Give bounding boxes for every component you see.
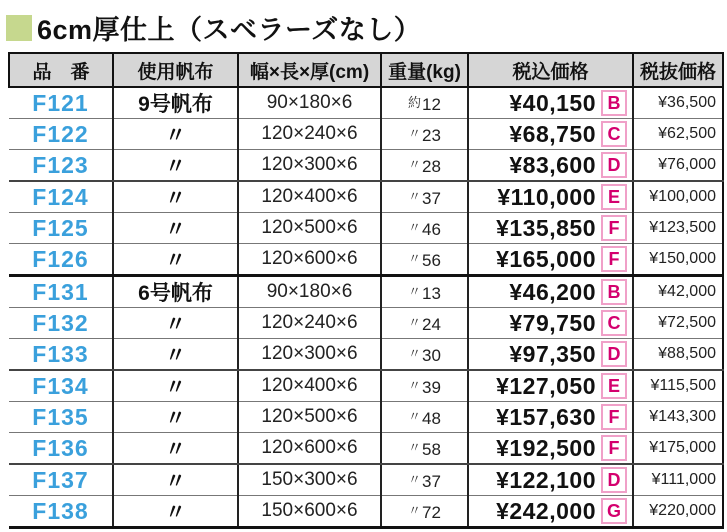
price-tax-excluded-cell: ¥115,500 [633, 370, 723, 402]
weight-cell [381, 119, 468, 150]
price-tax-included-cell [468, 276, 633, 308]
price-tax-included-cell [468, 339, 633, 371]
canvas-type-cell: 〃 [113, 119, 238, 150]
weight-value: 46 [422, 219, 441, 239]
canvas-type-cell: 〃 [113, 496, 238, 528]
price-tax-included-cell [468, 402, 633, 433]
price-tax-included-cell [468, 213, 633, 244]
product-code: F124 [32, 183, 89, 210]
product-code-cell [9, 87, 113, 119]
canvas-type-cell: 〃 [113, 213, 238, 244]
dimensions-cell: 120×400×6 [238, 370, 381, 402]
weight-value: 39 [422, 377, 441, 397]
weight-value: 56 [422, 250, 441, 270]
product-code: F137 [32, 466, 89, 493]
product-code-cell [9, 181, 113, 213]
canvas-type-cell: 9号帆布 [113, 87, 238, 119]
product-code: F123 [32, 151, 89, 178]
table-row [9, 244, 723, 276]
dimensions-cell: 90×180×6 [238, 87, 381, 119]
product-code-cell [9, 370, 113, 402]
table-row [9, 370, 723, 402]
price-table [8, 52, 724, 529]
price-tax-excluded-cell: ¥220,000 [633, 496, 723, 528]
price-tax-included-cell [468, 119, 633, 150]
product-code-cell [9, 433, 113, 465]
price-tax-excluded-cell: ¥150,000 [633, 244, 723, 276]
weight-ditto-mark: 〃 [408, 471, 422, 487]
table-row [9, 181, 723, 213]
table-row [9, 119, 723, 150]
price-tax-excluded-cell: ¥123,500 [633, 213, 723, 244]
price-tax-included-cell [468, 464, 633, 496]
weight-value: 12 [422, 94, 441, 114]
weight-value: 72 [422, 502, 441, 522]
price-tax-included: ¥83,600 [509, 151, 596, 178]
weight-ditto-mark: 〃 [408, 250, 422, 266]
price-tax-included-cell [468, 181, 633, 213]
product-code: F132 [32, 309, 89, 336]
grade-badge: B [601, 90, 627, 116]
grade-badge: E [601, 373, 627, 399]
grade-badge: B [601, 279, 627, 305]
product-code-cell [9, 339, 113, 371]
product-code: F135 [32, 403, 89, 430]
product-code: F138 [32, 497, 89, 524]
weight-ditto-mark: 〃 [408, 188, 422, 204]
weight-ditto-mark: 〃 [408, 314, 422, 330]
weight-value: 13 [422, 283, 441, 303]
weight-value: 37 [422, 471, 441, 491]
product-code-cell [9, 464, 113, 496]
canvas-type-cell: 〃 [113, 339, 238, 371]
weight-cell [381, 308, 468, 339]
grade-badge: D [601, 341, 627, 367]
weight-value: 28 [422, 156, 441, 176]
grade-badge: D [601, 467, 627, 493]
product-code-cell [9, 119, 113, 150]
grade-badge: F [601, 404, 627, 430]
product-code-cell [9, 276, 113, 308]
header-price-tax-included: 税込価格 [468, 53, 633, 87]
canvas-type-cell: 〃 [113, 308, 238, 339]
header-product-code: 品 番 [9, 53, 113, 87]
dimensions-cell: 150×600×6 [238, 496, 381, 528]
price-tax-included: ¥46,200 [509, 278, 596, 305]
weight-cell [381, 244, 468, 276]
weight-cell [381, 213, 468, 244]
table-row [9, 150, 723, 182]
table-row [9, 339, 723, 371]
price-tax-included-cell [468, 496, 633, 528]
product-code-cell [9, 150, 113, 182]
canvas-type-cell: 〃 [113, 244, 238, 276]
dimensions-cell: 120×240×6 [238, 308, 381, 339]
weight-value: 48 [422, 408, 441, 428]
grade-badge: F [601, 246, 627, 272]
grade-badge: G [601, 498, 627, 524]
price-tax-included-cell [468, 370, 633, 402]
weight-cell [381, 464, 468, 496]
price-tax-excluded-cell: ¥72,500 [633, 308, 723, 339]
section-title-text: 6cm厚仕上（スベラーズなし） [37, 15, 422, 45]
price-tax-excluded-cell: ¥100,000 [633, 181, 723, 213]
table-row [9, 276, 723, 308]
grade-badge: C [601, 121, 627, 147]
section-title [6, 8, 421, 47]
product-code-cell [9, 213, 113, 244]
weight-cell [381, 87, 468, 119]
dimensions-cell: 120×300×6 [238, 339, 381, 371]
grade-badge: F [601, 435, 627, 461]
header-dimensions: 幅×長×厚(cm) [238, 53, 381, 87]
product-code: F121 [32, 89, 89, 116]
dimensions-cell: 120×300×6 [238, 150, 381, 182]
price-tax-excluded-cell: ¥62,500 [633, 119, 723, 150]
weight-ditto-mark: 〃 [408, 283, 422, 299]
dimensions-cell: 150×300×6 [238, 464, 381, 496]
price-tax-excluded-cell: ¥175,000 [633, 433, 723, 465]
price-tax-included: ¥40,150 [509, 89, 596, 116]
price-tax-included: ¥135,850 [496, 214, 596, 241]
canvas-type-cell: 〃 [113, 433, 238, 465]
price-tax-included-cell [468, 433, 633, 465]
product-code: F122 [32, 120, 89, 147]
canvas-type-cell: 〃 [113, 402, 238, 433]
dimensions-cell: 120×600×6 [238, 244, 381, 276]
weight-value: 30 [422, 345, 441, 365]
price-tax-included-cell [468, 87, 633, 119]
table-body [9, 87, 723, 528]
weight-cell [381, 150, 468, 182]
product-code: F134 [32, 372, 89, 399]
weight-cell [381, 181, 468, 213]
canvas-type-cell: 〃 [113, 181, 238, 213]
price-tax-included: ¥122,100 [496, 466, 596, 493]
weight-ditto-mark: 〃 [408, 345, 422, 361]
product-code: F133 [32, 340, 89, 367]
table-row [9, 213, 723, 244]
table-header [9, 53, 723, 87]
table-row [9, 87, 723, 119]
weight-ditto-mark: 〃 [408, 125, 422, 141]
weight-cell [381, 433, 468, 465]
product-code: F131 [32, 278, 89, 305]
grade-badge: F [601, 215, 627, 241]
grade-badge: E [601, 184, 627, 210]
canvas-type-cell: 〃 [113, 464, 238, 496]
canvas-type-cell: 〃 [113, 370, 238, 402]
dimensions-cell: 120×400×6 [238, 181, 381, 213]
price-tax-included-cell [468, 244, 633, 276]
table-row [9, 464, 723, 496]
weight-ditto-mark: 〃 [408, 408, 422, 424]
grade-badge: C [601, 310, 627, 336]
weight-cell [381, 276, 468, 308]
product-code: F126 [32, 245, 89, 272]
price-tax-excluded-cell: ¥76,000 [633, 150, 723, 182]
weight-cell [381, 496, 468, 528]
product-code-cell [9, 402, 113, 433]
dimensions-cell: 120×500×6 [238, 213, 381, 244]
price-tax-included: ¥157,630 [496, 403, 596, 430]
weight-value: 24 [422, 314, 441, 334]
weight-ditto-mark: 約 [408, 94, 422, 110]
product-code-cell [9, 496, 113, 528]
header-row [9, 53, 723, 87]
product-code: F136 [32, 434, 89, 461]
price-tax-included: ¥68,750 [509, 120, 596, 147]
grade-badge: D [601, 152, 627, 178]
price-tax-excluded-cell: ¥88,500 [633, 339, 723, 371]
weight-ditto-mark: 〃 [408, 377, 422, 393]
dimensions-cell: 120×500×6 [238, 402, 381, 433]
price-tax-included: ¥97,350 [509, 340, 596, 367]
canvas-type-cell: 6号帆布 [113, 276, 238, 308]
price-tax-excluded-cell: ¥42,000 [633, 276, 723, 308]
dimensions-cell: 90×180×6 [238, 276, 381, 308]
price-tax-included: ¥79,750 [509, 309, 596, 336]
price-tax-included-cell [468, 150, 633, 182]
product-code-cell [9, 244, 113, 276]
table-row [9, 402, 723, 433]
price-tax-included: ¥110,000 [497, 183, 596, 210]
header-price-tax-excluded: 税抜価格 [633, 53, 723, 87]
table-row [9, 308, 723, 339]
weight-value: 58 [422, 439, 441, 459]
weight-value: 23 [422, 125, 441, 145]
table-row [9, 433, 723, 465]
dimensions-cell: 120×600×6 [238, 433, 381, 465]
weight-ditto-mark: 〃 [408, 219, 422, 235]
table-row [9, 496, 723, 528]
product-code-cell [9, 308, 113, 339]
weight-cell [381, 370, 468, 402]
product-code: F125 [32, 214, 89, 241]
price-tax-excluded-cell: ¥111,000 [633, 464, 723, 496]
price-tax-included: ¥192,500 [496, 434, 596, 461]
weight-cell [381, 402, 468, 433]
price-tax-included-cell [468, 308, 633, 339]
weight-ditto-mark: 〃 [408, 502, 422, 518]
green-square-bullet-icon [6, 15, 32, 41]
price-tax-included: ¥127,050 [496, 372, 596, 399]
price-tax-included: ¥165,000 [496, 245, 596, 272]
price-tax-excluded-cell: ¥36,500 [633, 87, 723, 119]
canvas-type-cell: 〃 [113, 150, 238, 182]
weight-value: 37 [422, 188, 441, 208]
weight-ditto-mark: 〃 [408, 439, 422, 455]
price-tax-included: ¥242,000 [496, 497, 596, 524]
header-weight: 重量(kg) [381, 53, 468, 87]
dimensions-cell: 120×240×6 [238, 119, 381, 150]
weight-cell [381, 339, 468, 371]
weight-ditto-mark: 〃 [408, 156, 422, 172]
price-tax-excluded-cell: ¥143,300 [633, 402, 723, 433]
header-canvas-type: 使用帆布 [113, 53, 238, 87]
